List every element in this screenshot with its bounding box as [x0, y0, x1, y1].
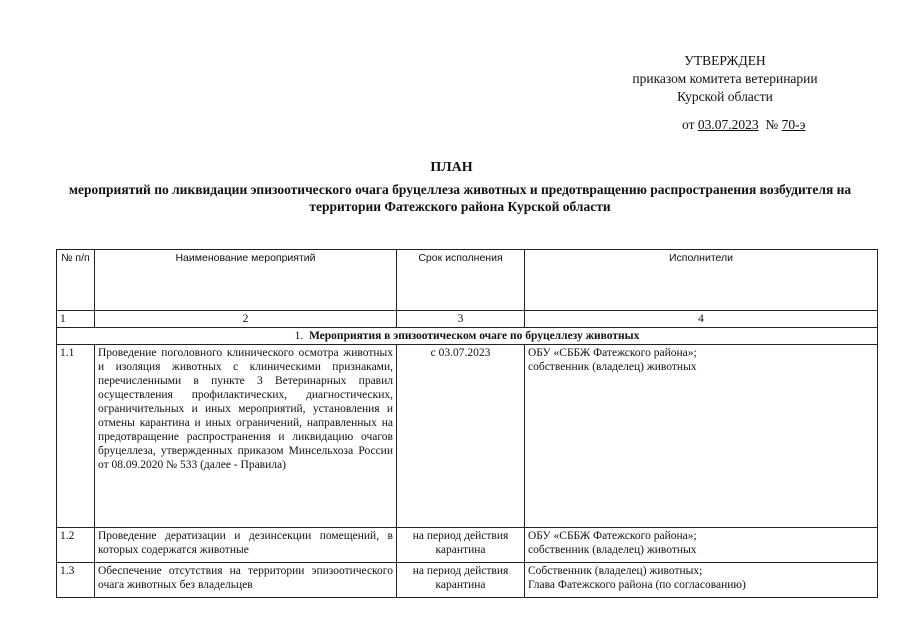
row-name: Проведение дератизации и дезинсекции помещений, в которых содержатся животные — [95, 528, 397, 563]
approval-line-2: приказом комитета ветеринарии — [632, 71, 818, 86]
row-executors — [525, 345, 878, 528]
section-row — [57, 328, 878, 345]
header-executors: Исполнители — [525, 250, 878, 311]
col-number-4: 4 — [525, 311, 878, 328]
row-term: на период действия карантина — [397, 528, 525, 563]
table-row — [57, 528, 878, 563]
approval-line-1: УТВЕРЖДЕН — [684, 53, 766, 68]
order-prefix: от — [682, 117, 698, 132]
row-executor-2: собственник (владелец) животных — [528, 544, 697, 556]
col-number-1: 1 — [57, 311, 95, 328]
header-num: № п/п — [57, 250, 95, 311]
section-heading — [57, 328, 878, 345]
row-term: на период действия карантина — [397, 563, 525, 598]
col-number-2: 2 — [95, 311, 397, 328]
header-row — [57, 250, 878, 311]
table-row — [57, 563, 878, 598]
section-title: Мероприятия в эпизоотическом очаге по бруцеллезу животных — [308, 330, 640, 342]
row-executors — [525, 528, 878, 563]
plan-table — [56, 249, 878, 598]
row-number: 1.2 — [57, 528, 95, 563]
row-executor-2: собственник (владелец) животных — [528, 361, 697, 373]
approval-line-3: Курской области — [677, 89, 773, 104]
row-executor-1: ОБУ «СББЖ Фатежского района»; — [528, 530, 697, 542]
plan-title: ПЛАН — [430, 160, 473, 175]
order-reference — [600, 117, 900, 133]
order-number-prefix: № — [758, 117, 782, 132]
row-number: 1.1 — [57, 345, 95, 528]
row-number: 1.3 — [57, 563, 95, 598]
order-number: 70-э — [781, 117, 806, 132]
row-executor-1: Собственник (владелец) животных; — [528, 565, 703, 577]
row-name: Проведение поголовного клинического осмотра животных и изоляция животных с клиническими признаками, перечисленными в пункте 3 Ветеринарных правил осуществления профилактических, диагностических, ограничительных и иных мероприятий, установления и отмены карантина и иных ограничений, направленных на предотвращение распространения и ликвидацию очагов бруцеллеза, утвержденных приказом Минсельхоза России от 08.09.2020 № 533 (далее - Правила) — [95, 345, 397, 528]
approval-block — [600, 52, 850, 106]
header-name: Наименование мероприятий — [95, 250, 397, 311]
row-name: Обеспечение отсутствия на территории эпизоотического очага животных без владельцев — [95, 563, 397, 598]
row-term: с 03.07.2023 — [397, 345, 525, 528]
table-row — [57, 345, 878, 528]
row-executors — [525, 563, 878, 598]
order-date: 03.07.2023 — [697, 117, 759, 132]
row-executor-1: ОБУ «СББЖ Фатежского района»; — [528, 347, 697, 359]
row-executor-2: Глава Фатежского района (по согласованию) — [528, 579, 746, 591]
section-number: 1. — [294, 330, 304, 342]
column-numbers-row — [57, 311, 878, 328]
plan-subtitle: мероприятий по ликвидации эпизоотического очага бруцеллеза животных и предотвращению распространения возбудителя на территории Фатежского района Курской области — [68, 182, 852, 214]
header-term: Срок исполнения — [397, 250, 525, 311]
col-number-3: 3 — [397, 311, 525, 328]
